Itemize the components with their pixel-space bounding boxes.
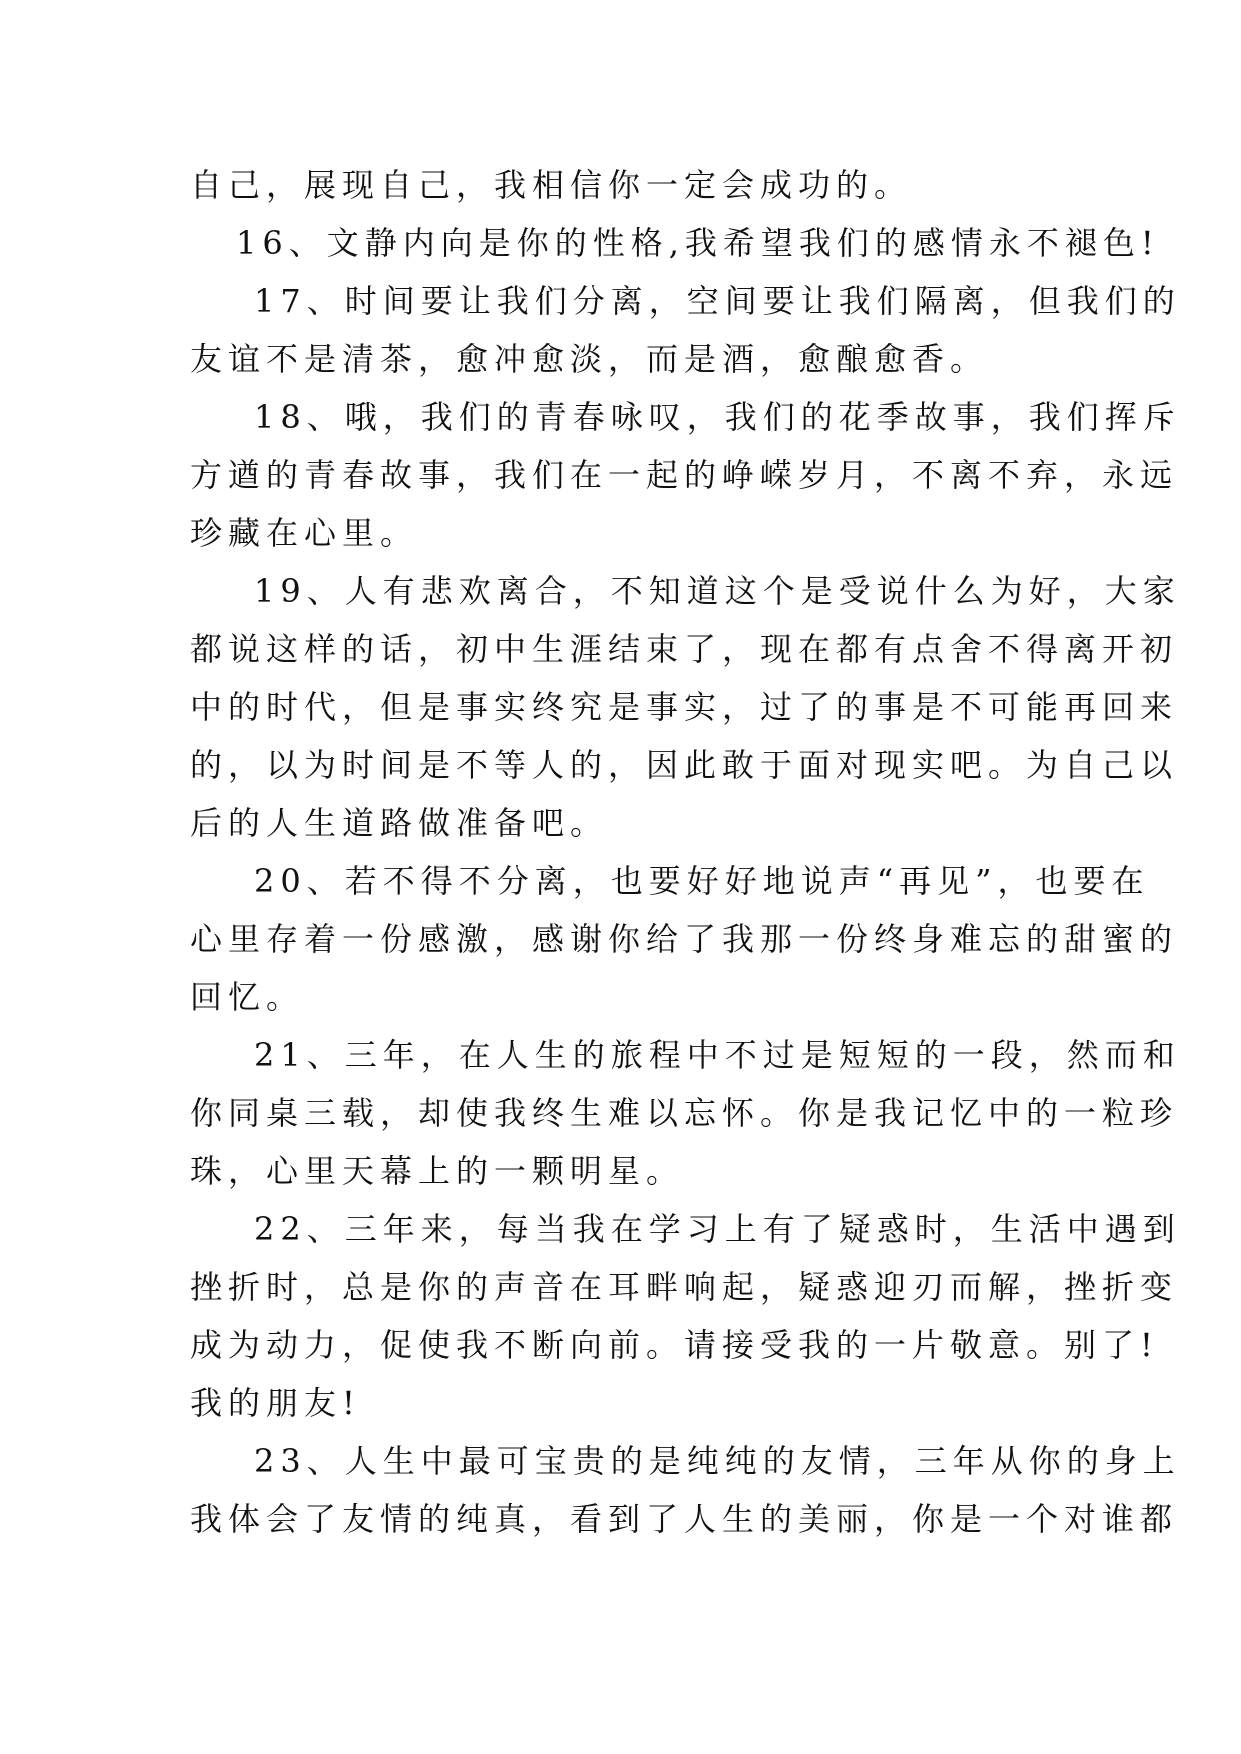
text-line: 珠，心里天幕上的一颗明星。 <box>190 1152 685 1190</box>
text-line: 的，以为时间是不等人的，因此敢于面对现实吧。为自己以 <box>190 746 1179 784</box>
text-line: 挫折时，总是你的声音在耳畔响起，疑惑迎刃而解，挫折变 <box>190 1268 1179 1306</box>
text-line: 23、人生中最可宝贵的是纯纯的友情，三年从你的身上 <box>254 1442 1181 1480</box>
text-line: 我的朋友! <box>190 1384 361 1422</box>
text-line: 后的人生道路做准备吧。 <box>190 804 609 842</box>
text-line: 21、三年，在人生的旅程中不过是短短的一段，然而和 <box>254 1036 1181 1074</box>
text-line: 我体会了友情的纯真，看到了人生的美丽，你是一个对谁都 <box>190 1500 1179 1538</box>
text-line: 方遒的青春故事，我们在一起的峥嵘岁月，不离不弃，永远 <box>190 456 1179 494</box>
text-line: 友谊不是清茶，愈冲愈淡，而是酒，愈酿愈香。 <box>190 340 989 378</box>
text-line: 回忆。 <box>190 978 305 1016</box>
text-line: 20、若不得不分离，也要好好地说声“再见”，也要在 <box>254 862 1150 900</box>
text-line: 心里存着一份感激，感谢你给了我那一份终身难忘的甜蜜的 <box>190 920 1179 958</box>
text-line: 自己，展现自己，我相信你一定会成功的。 <box>190 166 913 204</box>
text-line: 你同桌三载，却使我终生难以忘怀。你是我记忆中的一粒珍 <box>190 1094 1179 1132</box>
text-line: 成为动力，促使我不断向前。请接受我的一片敬意。别了! <box>190 1326 1159 1364</box>
body-text <box>190 156 1181 1548</box>
text-line: 18、哦，我们的青春咏叹，我们的花季故事，我们挥斥 <box>254 398 1181 436</box>
text-line: 19、人有悲欢离合，不知道这个是受说什么为好，大家 <box>254 572 1181 610</box>
text-line: 17、时间要让我们分离，空间要让我们隔离，但我们的 <box>254 282 1181 320</box>
text-line: 22、三年来，每当我在学习上有了疑惑时，生活中遇到 <box>254 1210 1181 1248</box>
text-line: 珍藏在心里。 <box>190 514 419 552</box>
text-line: 16、文静内向是你的性格,我希望我们的感情永不褪色! <box>236 224 1160 262</box>
text-line: 中的时代，但是事实终究是事实，过了的事是不可能再回来 <box>190 688 1179 726</box>
text-line: 都说这样的话，初中生涯结束了，现在都有点舍不得离开初 <box>190 630 1179 668</box>
